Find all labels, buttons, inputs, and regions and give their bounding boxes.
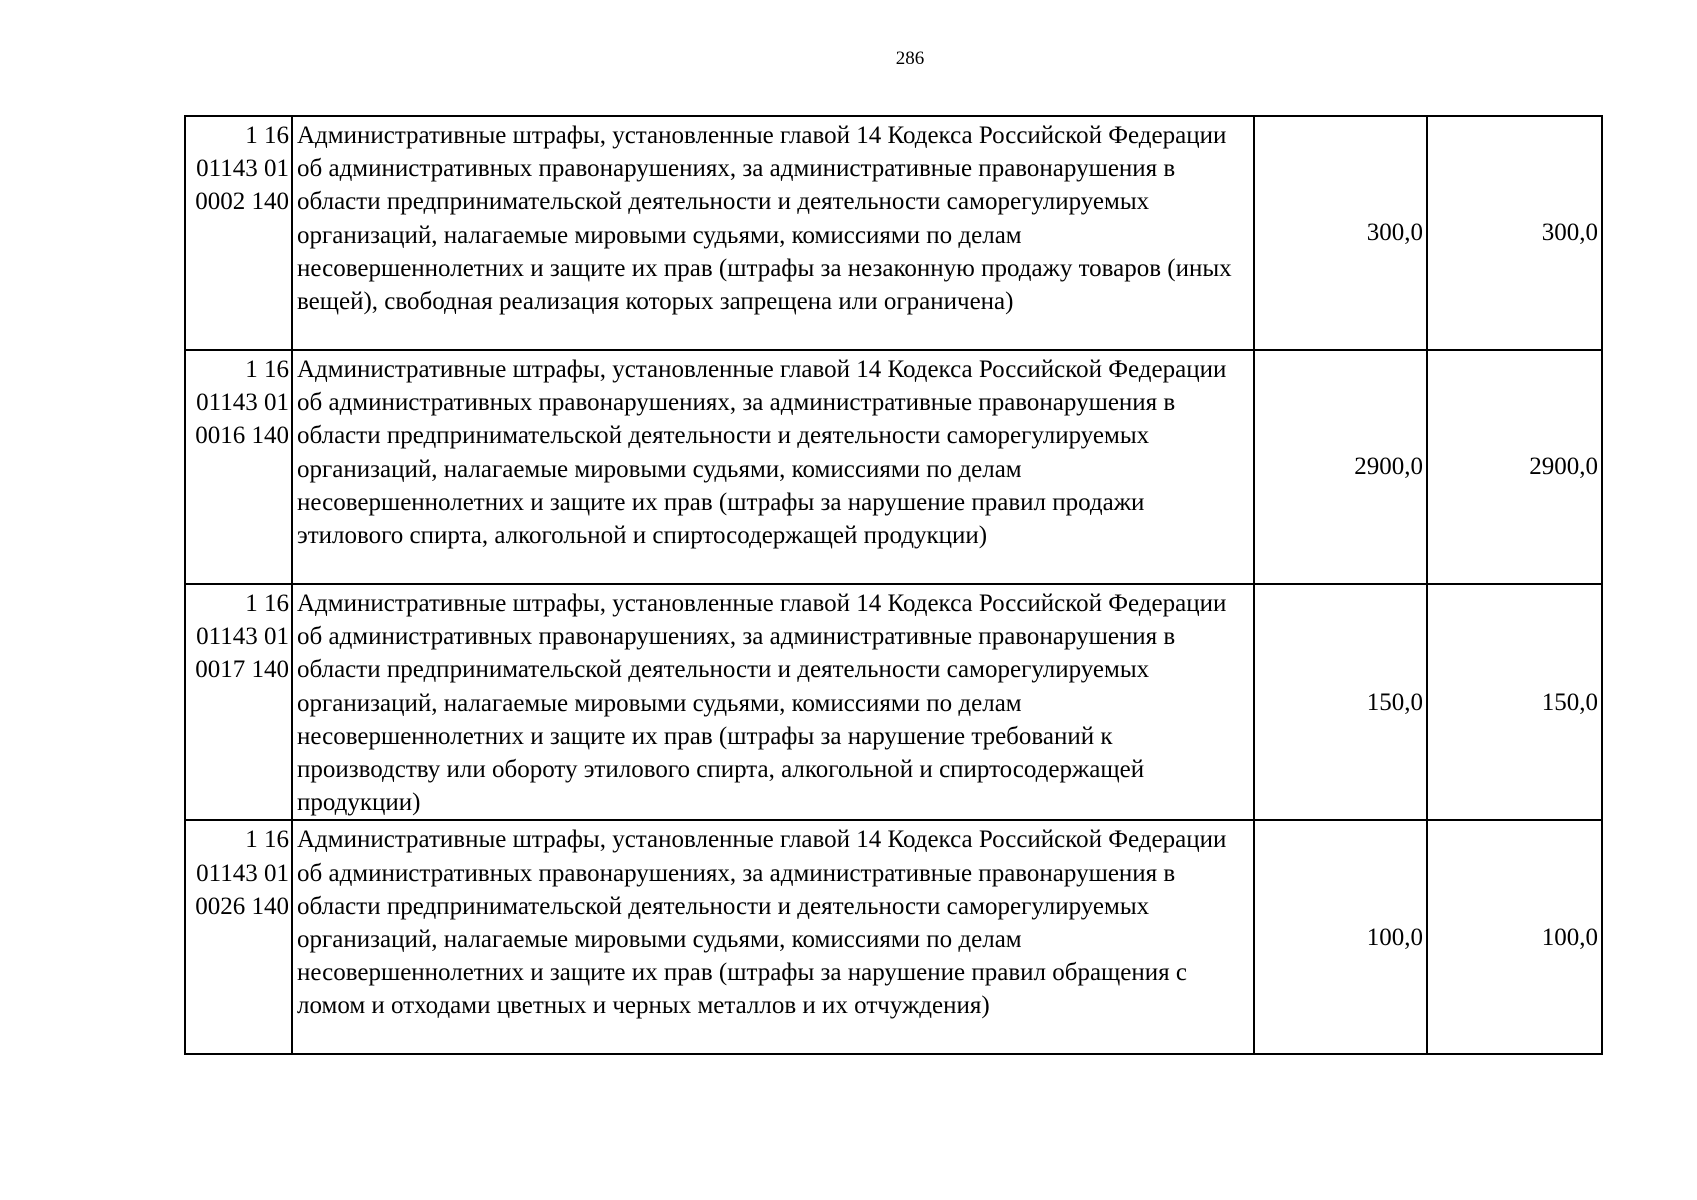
description-cell: Административные штрафы, установленные главой 14 Кодекса Российской Федерации об административных правонарушениях, за административные правонарушения в области предпринимательской деятельности и деятельности саморегулируемых организаций, налагаемые мировыми судьями, комиссиями по делам несовершеннолетних и защите их прав (штрафы за нарушение требований к производству или обороту этилового спирта, алкогольной и спиртосодержащей продукции) (292, 584, 1254, 820)
amount-cell-1: 2900,0 (1254, 350, 1427, 584)
budget-code-cell: 1 16 01143 01 0016 140 (185, 350, 292, 584)
amount-cell-1: 150,0 (1254, 584, 1427, 820)
amount-cell-2: 2900,0 (1427, 350, 1602, 584)
amount-cell-2: 300,0 (1427, 116, 1602, 350)
budget-code-cell: 1 16 01143 01 0002 140 (185, 116, 292, 350)
description-cell: Административные штрафы, установленные главой 14 Кодекса Российской Федерации об административных правонарушениях, за административные правонарушения в области предпринимательской деятельности и деятельности саморегулируемых организаций, налагаемые мировыми судьями, комиссиями по делам несовершеннолетних и защите их прав (штрафы за нарушение правил продажи этилового спирта, алкогольной и спиртосодержащей продукции) (292, 350, 1254, 584)
table-row (185, 820, 1602, 1054)
table-row (185, 584, 1602, 820)
amount-cell-1: 300,0 (1254, 116, 1427, 350)
amount-cell-2: 100,0 (1427, 820, 1602, 1054)
budget-code-cell: 1 16 01143 01 0017 140 (185, 584, 292, 820)
table-row (185, 350, 1602, 584)
revenue-table (184, 115, 1603, 1055)
description-cell: Административные штрафы, установленные главой 14 Кодекса Российской Федерации об административных правонарушениях, за административные правонарушения в области предпринимательской деятельности и деятельности саморегулируемых организаций, налагаемые мировыми судьями, комиссиями по делам несовершеннолетних и защите их прав (штрафы за незаконную продажу товаров (иных вещей), свободная реализация которых запрещена или ограничена) (292, 116, 1254, 350)
amount-cell-1: 100,0 (1254, 820, 1427, 1054)
page-number: 286 (895, 48, 925, 69)
budget-code-cell: 1 16 01143 01 0026 140 (185, 820, 292, 1054)
description-cell: Административные штрафы, установленные главой 14 Кодекса Российской Федерации об административных правонарушениях, за административные правонарушения в области предпринимательской деятельности и деятельности саморегулируемых организаций, налагаемые мировыми судьями, комиссиями по делам несовершеннолетних и защите их прав (штрафы за нарушение правил обращения с ломом и отходами цветных и черных металлов и их отчуждения) (292, 820, 1254, 1054)
table-row (185, 116, 1602, 350)
amount-cell-2: 150,0 (1427, 584, 1602, 820)
